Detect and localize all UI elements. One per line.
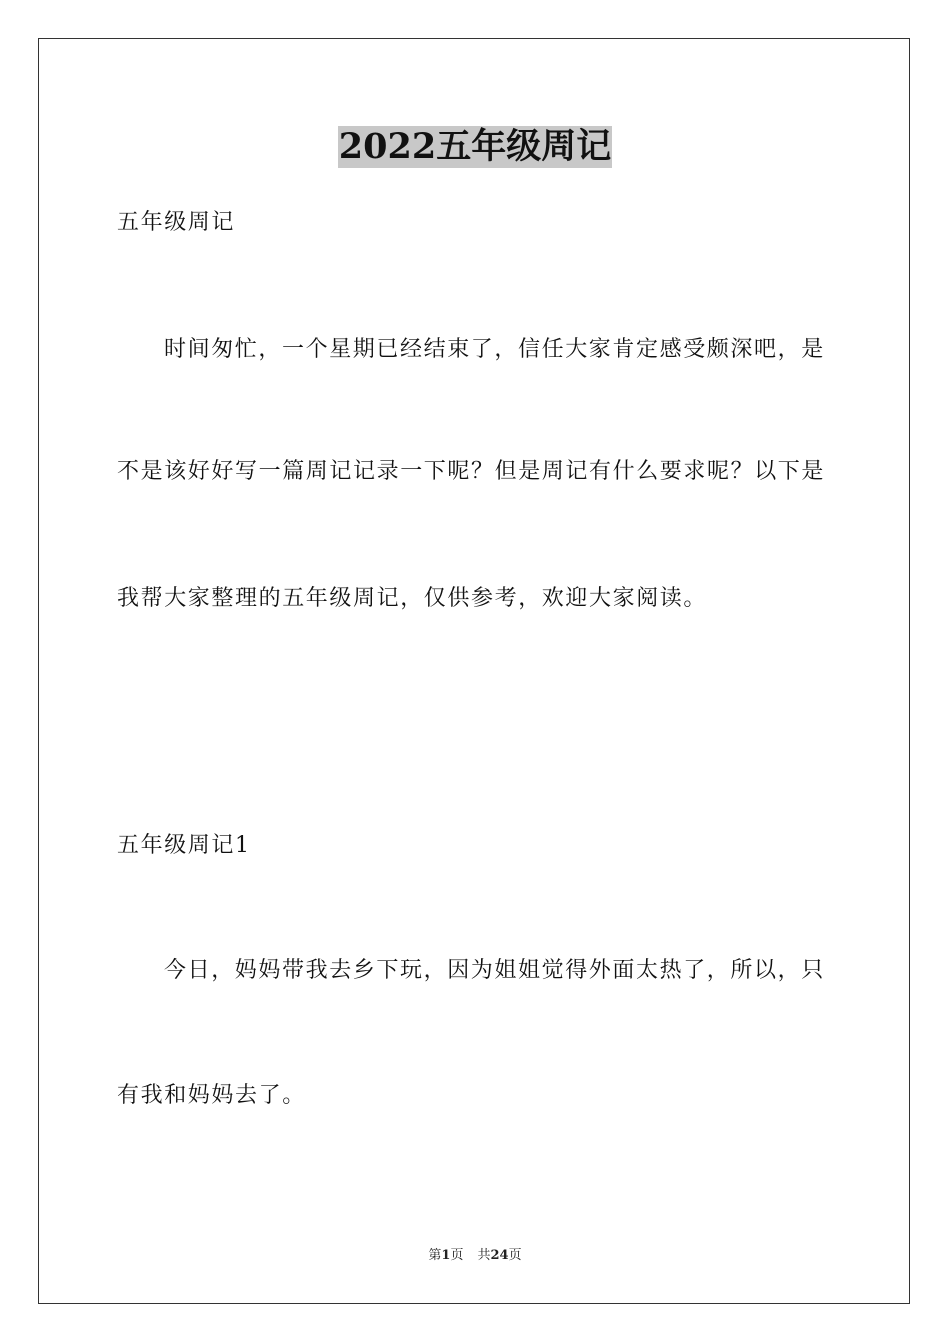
footer-total-pages: 24: [490, 1248, 509, 1263]
footer-page-number: 1: [441, 1248, 451, 1263]
body-paragraph-line: 我帮大家整理的五年级周记，仅供参考，欢迎大家阅读。: [117, 586, 708, 611]
page-footer: [0, 1247, 950, 1265]
title-container: [0, 126, 950, 168]
body-paragraph-line: 时间匆忙，一个星期已经结束了，信任大家肯定感受颇深吧，是: [164, 337, 825, 362]
section-heading-intro: 五年级周记: [117, 210, 236, 235]
body-paragraph-line: 不是该好好写一篇周记记录一下呢？但是周记有什么要求呢？以下是: [117, 459, 826, 484]
body-paragraph-line: 今日，妈妈带我去乡下玩，因为姐姐觉得外面太热了，所以，只: [164, 958, 825, 983]
footer-total-suffix: 页: [508, 1248, 522, 1263]
footer-total-prefix: 共: [477, 1248, 491, 1263]
footer-page-suffix: 页: [450, 1248, 464, 1263]
section-heading-entry-1: 五年级周记1: [117, 833, 251, 858]
footer-page-prefix: 第: [428, 1248, 442, 1263]
document-title: 2022五年级周记: [338, 126, 612, 167]
body-paragraph-line: 有我和妈妈去了。: [117, 1083, 306, 1108]
